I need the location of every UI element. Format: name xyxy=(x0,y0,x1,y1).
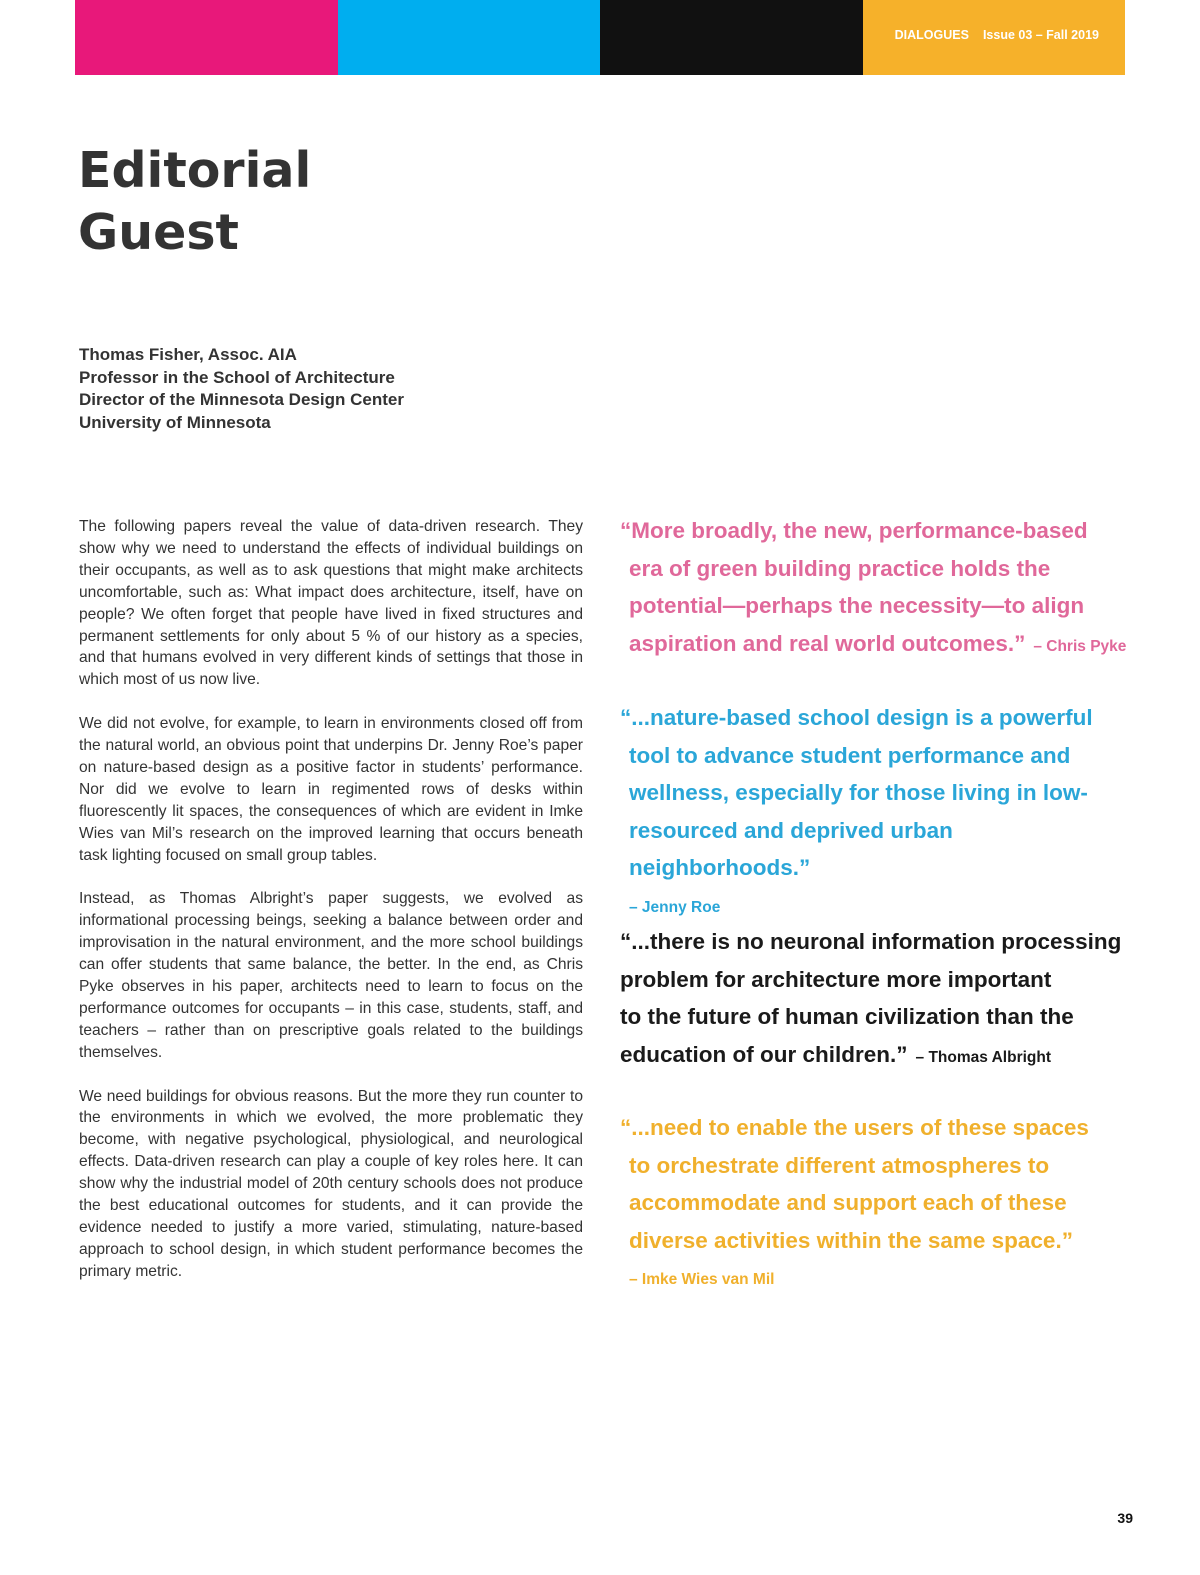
color-block-black xyxy=(600,0,863,75)
quote-line: “...nature-based school design is a powerful xyxy=(620,705,1093,730)
running-header xyxy=(895,28,1099,42)
page-title xyxy=(78,140,311,264)
quote-line: to orchestrate different atmospheres to xyxy=(629,1152,1050,1178)
pull-quote-roe xyxy=(620,699,1130,926)
title-line-2: Guest xyxy=(78,204,239,261)
quote-line: diverse activities within the same space.” xyxy=(629,1227,1073,1253)
quote-line: “More broadly, the new, performance-based xyxy=(620,518,1088,543)
quote-line: tool to advance student performance and xyxy=(629,742,1071,768)
magazine-name: DIALOGUES xyxy=(894,28,969,42)
quote-attribution: – Thomas Albright xyxy=(915,1048,1052,1066)
quote-line: accommodate and support each of these xyxy=(629,1190,1067,1215)
quote-line: “...need to enable the users of these spaces xyxy=(620,1115,1089,1140)
quote-line: problem for architecture more important xyxy=(620,966,1052,992)
color-block-pink xyxy=(75,0,338,75)
quote-line: potential—perhaps the necessity—to align xyxy=(629,593,1085,618)
author-block xyxy=(79,344,404,434)
author-role: Professor in the School of Architecture xyxy=(79,367,395,387)
quote-line: resourced and deprived urban neighborhoods.” xyxy=(629,817,953,880)
page-number: 39 xyxy=(1117,1510,1133,1526)
color-block-yellow xyxy=(863,0,1126,75)
body-text xyxy=(79,516,583,1305)
quote-attribution: – Chris Pyke xyxy=(1033,637,1127,655)
body-paragraph: We need buildings for obvious reasons. But the more they run counter to the environments in which we evolved, the more problematic they become, with negative psychological, physiological, and neurological effects. Data-driven research can play a couple of key roles here. It can show why the industrial model of 20th century schools does not produce the best educational outcomes for students, and it can provide the evidence needed to justify a more varied, stimulating, nature-based approach to school design, in which student performance becomes the primary metric. xyxy=(79,1087,583,1280)
quote-attribution: – Jenny Roe xyxy=(629,898,721,916)
quote-line: era of green building practice holds the xyxy=(629,555,1051,581)
title-line-1: Editorial xyxy=(78,142,312,199)
color-bar xyxy=(75,0,1125,75)
pull-quote-pyke xyxy=(620,512,1130,665)
quote-line: to the future of human civilization than the xyxy=(620,1004,1074,1029)
color-block-blue xyxy=(338,0,601,75)
body-paragraph: We did not evolve, for example, to learn in environments closed off from the natural world, an obvious point that underpins Dr. Jenny Roe’s paper on nature-based design as a positive factor in students’ performance. Nor did we evolve to learn in regimented rows of desks within fluorescently lit spaces, the consequences of which are evident in Imke Wies van Mil’s research on the improved learning that occurs beneath task lighting focused on small group tables. xyxy=(79,715,583,864)
body-paragraph: Instead, as Thomas Albright’s paper suggests, we evolved as informational processing beings, seeking a balance between order and improvisation in the natural environment, and the more school buildings can offer students that same balance, the better. In the end, as Chris Pyke observes in his paper, architects need to learn to focus on the performance outcomes for occupants – in this case, students, staff, and teachers – rather than on prescriptive goals related to the buildings themselves. xyxy=(79,890,583,1061)
author-name: Thomas Fisher, Assoc. AIA xyxy=(79,345,297,364)
author-affiliation: University of Minnesota xyxy=(79,412,271,432)
quote-line: aspiration and real world outcomes.” xyxy=(629,630,1026,656)
pull-quote-albright xyxy=(620,923,1130,1076)
quote-line: education of our children.” xyxy=(620,1041,908,1067)
body-paragraph: The following papers reveal the value of data-driven research. They show why we need to understand the effects of individual buildings on their occupants, as well as to ask questions that might make architects uncomfortable, such as: What impact does architecture, itself, have on people? We often forget that people have lived in fixed structures and permanent settlements for only about 5 % of our history as a species, and that humans evolved in very different kinds of settings that those in which most of us now live. xyxy=(79,518,583,689)
author-role: Director of the Minnesota Design Center xyxy=(79,390,404,409)
issue-info: Issue 03 – Fall 2019 xyxy=(982,28,1099,42)
quote-line: wellness, especially for those living in low- xyxy=(629,780,1088,805)
quote-attribution: – Imke Wies van Mil xyxy=(629,1271,775,1288)
pull-quote-van-mil xyxy=(620,1109,1130,1299)
quote-line: “...there is no neuronal information processing xyxy=(620,929,1122,954)
